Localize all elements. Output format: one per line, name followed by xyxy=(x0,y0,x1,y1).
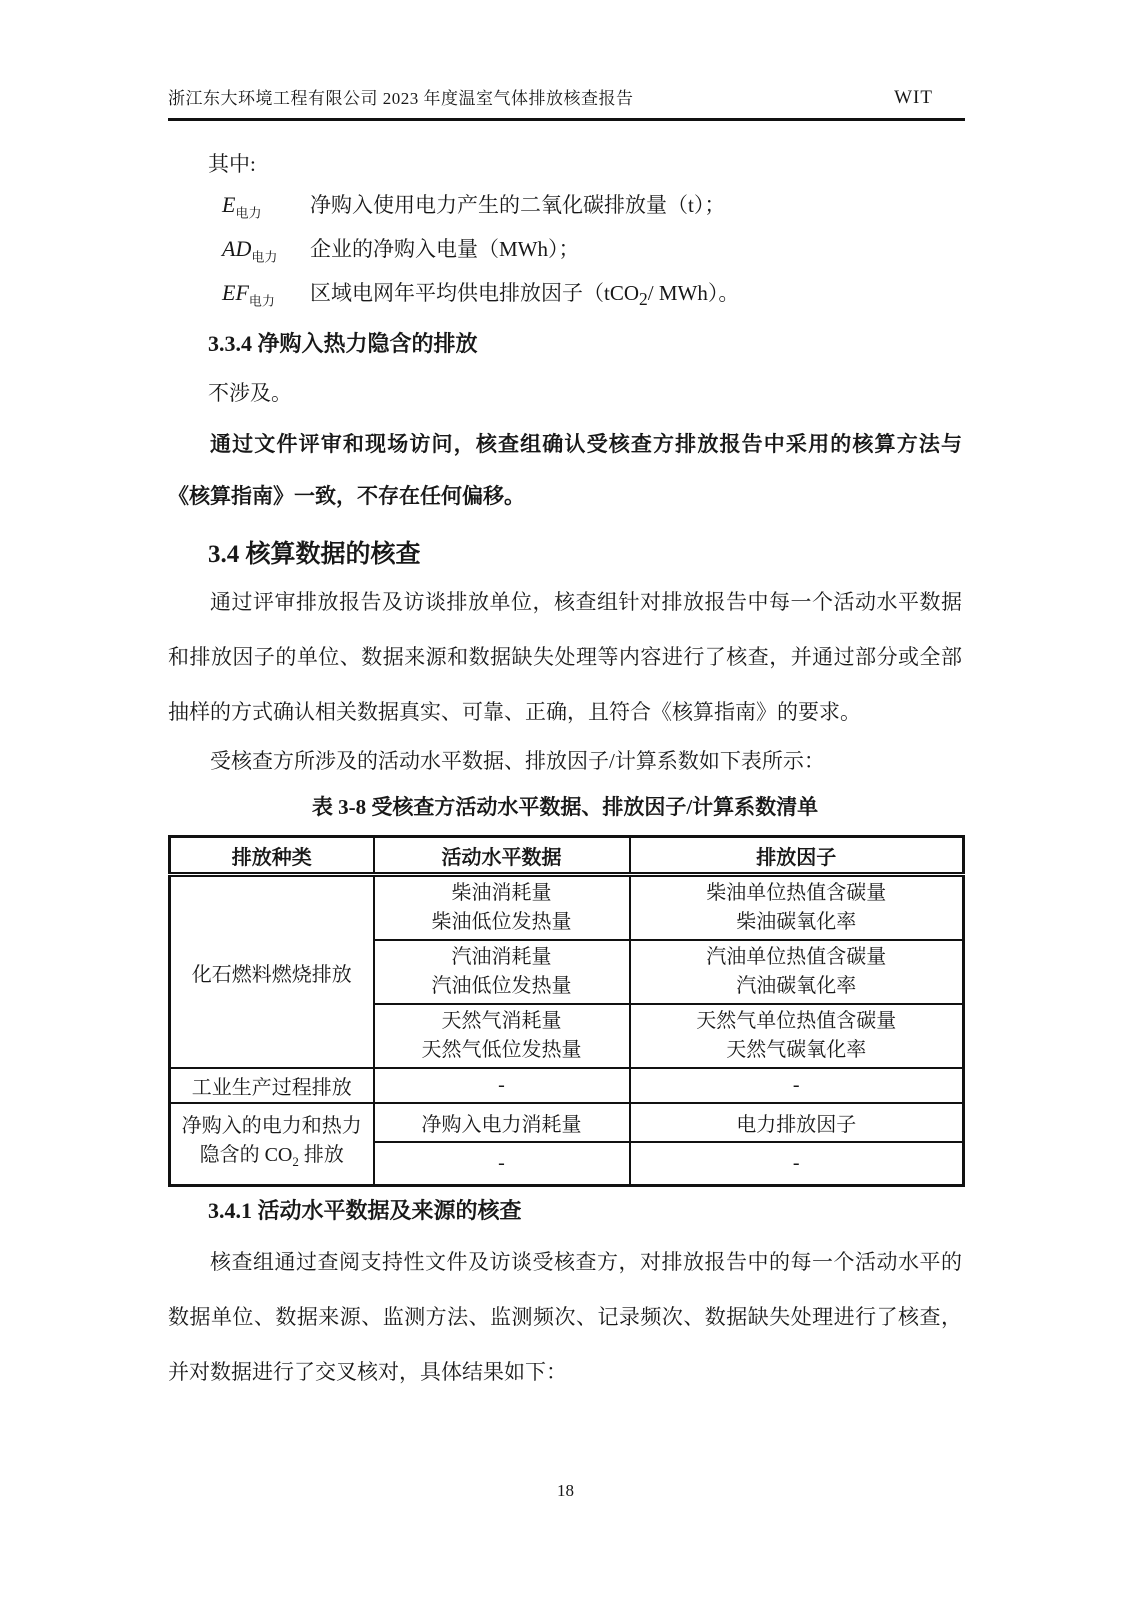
cell-line: 天然气碳氧化率 xyxy=(726,1039,867,1061)
table-row xyxy=(170,1103,964,1142)
cell-line: 天然气单位热值含碳量 xyxy=(696,1010,897,1032)
table-cell-factor: - xyxy=(630,1142,964,1185)
symbol-letter: EF xyxy=(222,280,249,305)
cell-line-post: 排放 xyxy=(298,1143,344,1166)
cell-line: 汽油碳氧化率 xyxy=(736,975,857,997)
definition-text-pre: 区域电网年平均供电排放因子（tCO xyxy=(310,281,640,305)
table-row xyxy=(170,1068,964,1103)
definition-text-sub: 2 xyxy=(639,289,648,310)
definitions-list xyxy=(222,189,962,310)
table-header-cell-factor: 排放因子 xyxy=(630,837,964,875)
section-334-conclusion: 通过文件评审和现场访问，核查组确认受核查方排放报告中采用的核算方法与《核算指南》一致，不存在任何偏移。 xyxy=(168,432,962,508)
definition-text xyxy=(310,189,962,222)
cell-line: 净购入的电力和热力 xyxy=(181,1114,362,1137)
cell-line: 汽油单位热值含碳量 xyxy=(706,946,887,968)
intro-label: 其中: xyxy=(208,152,256,176)
section-334-heading: 3.3.4 净购入热力隐含的排放 xyxy=(208,331,478,356)
cell-line: 柴油单位热值含碳量 xyxy=(706,882,887,904)
section-341-para: 核查组通过查阅支持性文件及访谈受核查方，对排放报告中的每一个活动水平的数据单位、数据来源、监测方法、监测频次、记录频次、数据缺失处理进行了核查，并对数据进行了交叉核对，具体结果如下： xyxy=(168,1249,962,1384)
page-number: 18 xyxy=(557,1481,574,1500)
table-cell-factor: 电力排放因子 xyxy=(630,1103,964,1142)
definition-row xyxy=(222,189,962,219)
section-34-para2: 受核查方所涉及的活动水平数据、排放因子/计算系数如下表所示： xyxy=(210,749,825,773)
cell-line xyxy=(175,1141,369,1176)
cell-line-sub: 2 xyxy=(292,1153,299,1169)
definition-text-pre: 企业的净购入电量（MWh）； xyxy=(310,237,580,261)
definition-text-pre: 净购入使用电力产生的二氧化碳排放量（t）； xyxy=(310,193,726,217)
table-cell-activity xyxy=(374,1004,630,1068)
table-cell-category xyxy=(170,1103,374,1185)
definition-text-post: / MWh）。 xyxy=(647,281,740,305)
cell-line: 汽油消耗量 xyxy=(451,946,552,968)
header-title: 浙江东大环境工程有限公司 2023 年度温室气体排放核查报告 xyxy=(168,89,634,108)
table-cell-activity xyxy=(374,875,630,941)
table-caption: 表 3-8 受核查方活动水平数据、排放因子/计算系数清单 xyxy=(311,795,819,819)
symbol-subscript: 电力 xyxy=(248,293,275,309)
table-cell-category: 化石燃料燃烧排放 xyxy=(170,875,374,1069)
table-cell-factor: - xyxy=(630,1068,964,1103)
definition-text xyxy=(310,233,962,266)
section-34-heading: 3.4 核算数据的核查 xyxy=(208,541,421,568)
definition-symbol xyxy=(222,236,310,265)
definition-row xyxy=(222,277,962,310)
cell-line: 柴油消耗量 xyxy=(451,882,552,904)
definition-row xyxy=(222,233,962,263)
cell-line-pre: 隐含的 CO xyxy=(199,1143,293,1166)
table-cell-factor xyxy=(630,940,964,1004)
header-brand-logo: WIT xyxy=(894,87,933,108)
section-334-body: 不涉及。 xyxy=(208,381,292,405)
cell-line: 汽油低位发热量 xyxy=(431,975,572,997)
table-cell-category: 工业生产过程排放 xyxy=(170,1068,374,1103)
table-cell-activity: - xyxy=(374,1068,630,1103)
table-header-row xyxy=(170,837,964,875)
table-cell-activity: 净购入电力消耗量 xyxy=(374,1103,630,1142)
symbol-letter: E xyxy=(222,192,236,217)
cell-line: 天然气低位发热量 xyxy=(421,1039,582,1061)
table-cell-activity: - xyxy=(374,1142,630,1185)
table-row xyxy=(170,875,964,941)
symbol-subscript: 电力 xyxy=(235,205,262,221)
table-cell-factor xyxy=(630,1004,964,1068)
cell-line: 柴油碳氧化率 xyxy=(736,911,857,933)
table-header-cell-activity: 活动水平数据 xyxy=(374,837,630,875)
cell-line: 天然气消耗量 xyxy=(441,1010,562,1032)
definition-symbol xyxy=(222,280,310,309)
symbol-subscript: 电力 xyxy=(251,249,278,265)
page-header xyxy=(168,0,965,121)
page-content xyxy=(168,151,962,1400)
table-header-cell-category: 排放种类 xyxy=(170,837,374,875)
data-table xyxy=(168,835,965,1187)
table-cell-activity xyxy=(374,940,630,1004)
definition-symbol xyxy=(222,192,310,221)
symbol-letter: AD xyxy=(222,236,252,261)
section-34-para1: 通过评审排放报告及访谈排放单位，核查组针对排放报告中每一个活动水平数据和排放因子的单位、数据来源和数据缺失处理等内容进行了核查，并通过部分或全部抽样的方式确认相关数据真实、可靠、正确，且符合《核算指南》的要求。 xyxy=(168,590,962,724)
table-cell-factor xyxy=(630,875,964,941)
cell-line: 柴油低位发热量 xyxy=(431,911,572,933)
section-341-heading: 3.4.1 活动水平数据及来源的核查 xyxy=(208,1197,522,1223)
definition-text xyxy=(310,277,962,310)
